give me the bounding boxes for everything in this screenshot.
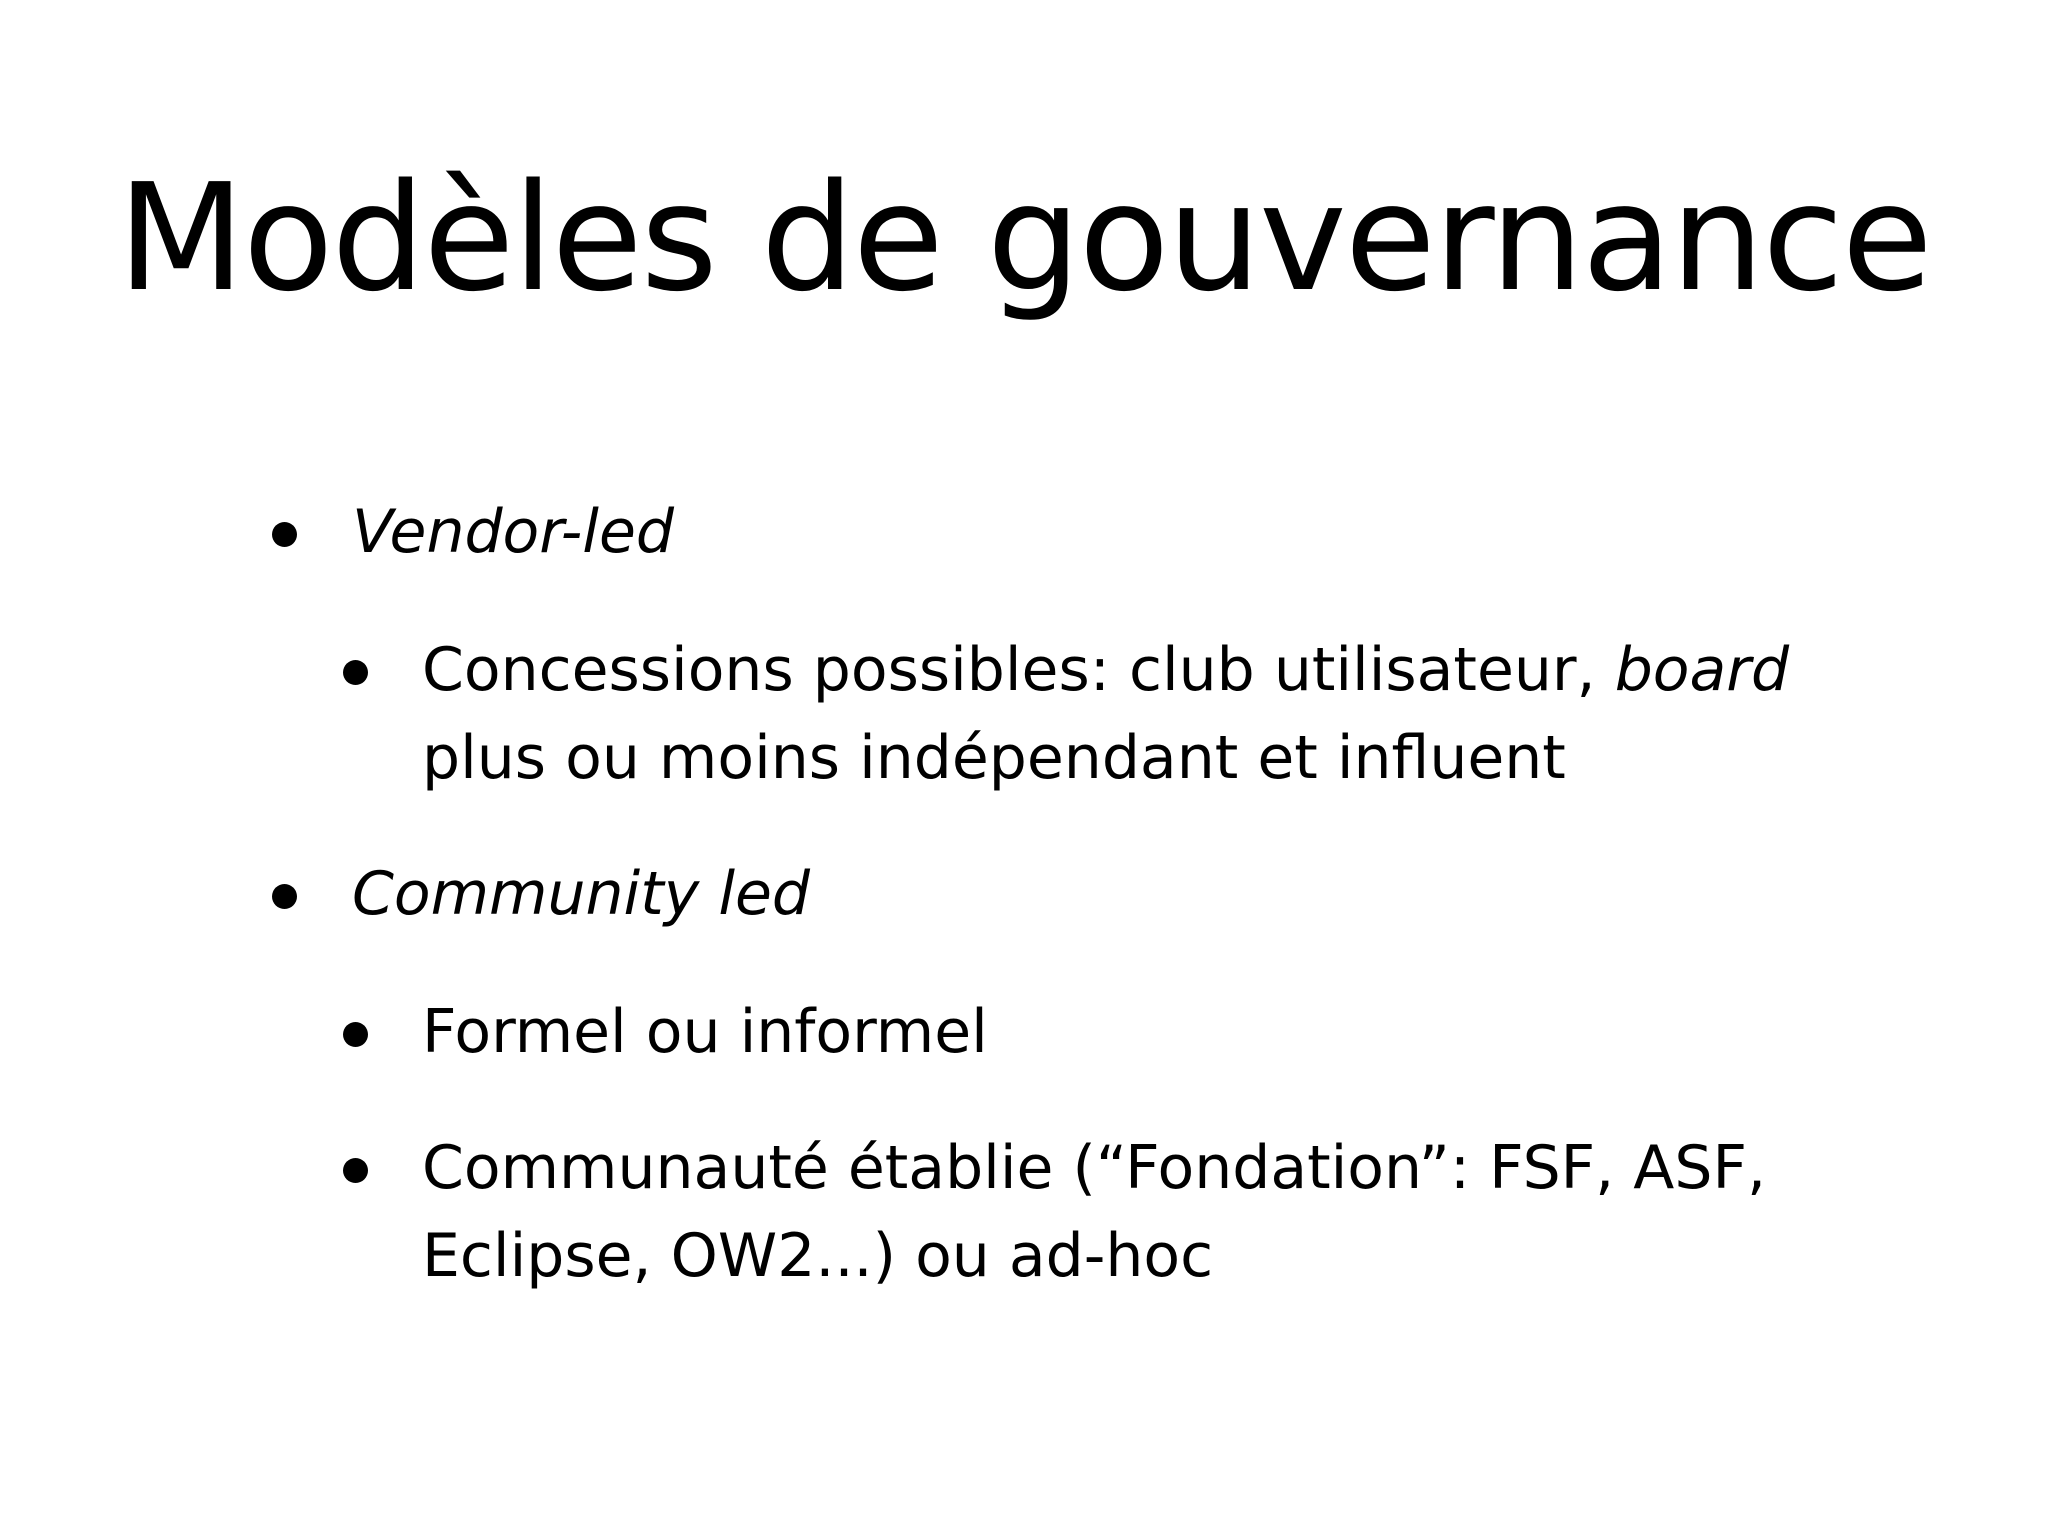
- bullet-text: Community led: [352, 859, 810, 929]
- slide-title: Modèles de gouvernance: [117, 152, 1931, 324]
- bullet-text-line2: plus ou moins indépendant et influent: [422, 723, 1566, 793]
- bullet-dot-icon: [272, 884, 297, 909]
- bullet-text-line1: Communauté établie (“Fondation”: FSF, ASF,: [422, 1133, 1767, 1203]
- bullet-vendor-led: [352, 488, 674, 576]
- bullet-text-part: Concessions possibles: club utilisateur,: [422, 635, 1615, 705]
- bullet-text-line1: [422, 635, 1789, 705]
- bullet-text-emphasis: board: [1614, 635, 1790, 705]
- bullet-formel: [422, 988, 988, 1076]
- bullet-dot-icon: [343, 1022, 368, 1047]
- bullet-communaute: [422, 1124, 1766, 1300]
- bullet-dot-icon: [343, 660, 368, 685]
- bullet-dot-icon: [343, 1158, 368, 1183]
- bullet-text: Vendor-led: [352, 497, 674, 567]
- bullet-community-led: [352, 850, 810, 938]
- bullet-text-line2: Eclipse, OW2...) ou ad-hoc: [422, 1221, 1214, 1291]
- bullet-dot-icon: [272, 522, 297, 547]
- bullet-concessions: [422, 626, 1789, 802]
- bullet-text: Formel ou informel: [422, 997, 988, 1067]
